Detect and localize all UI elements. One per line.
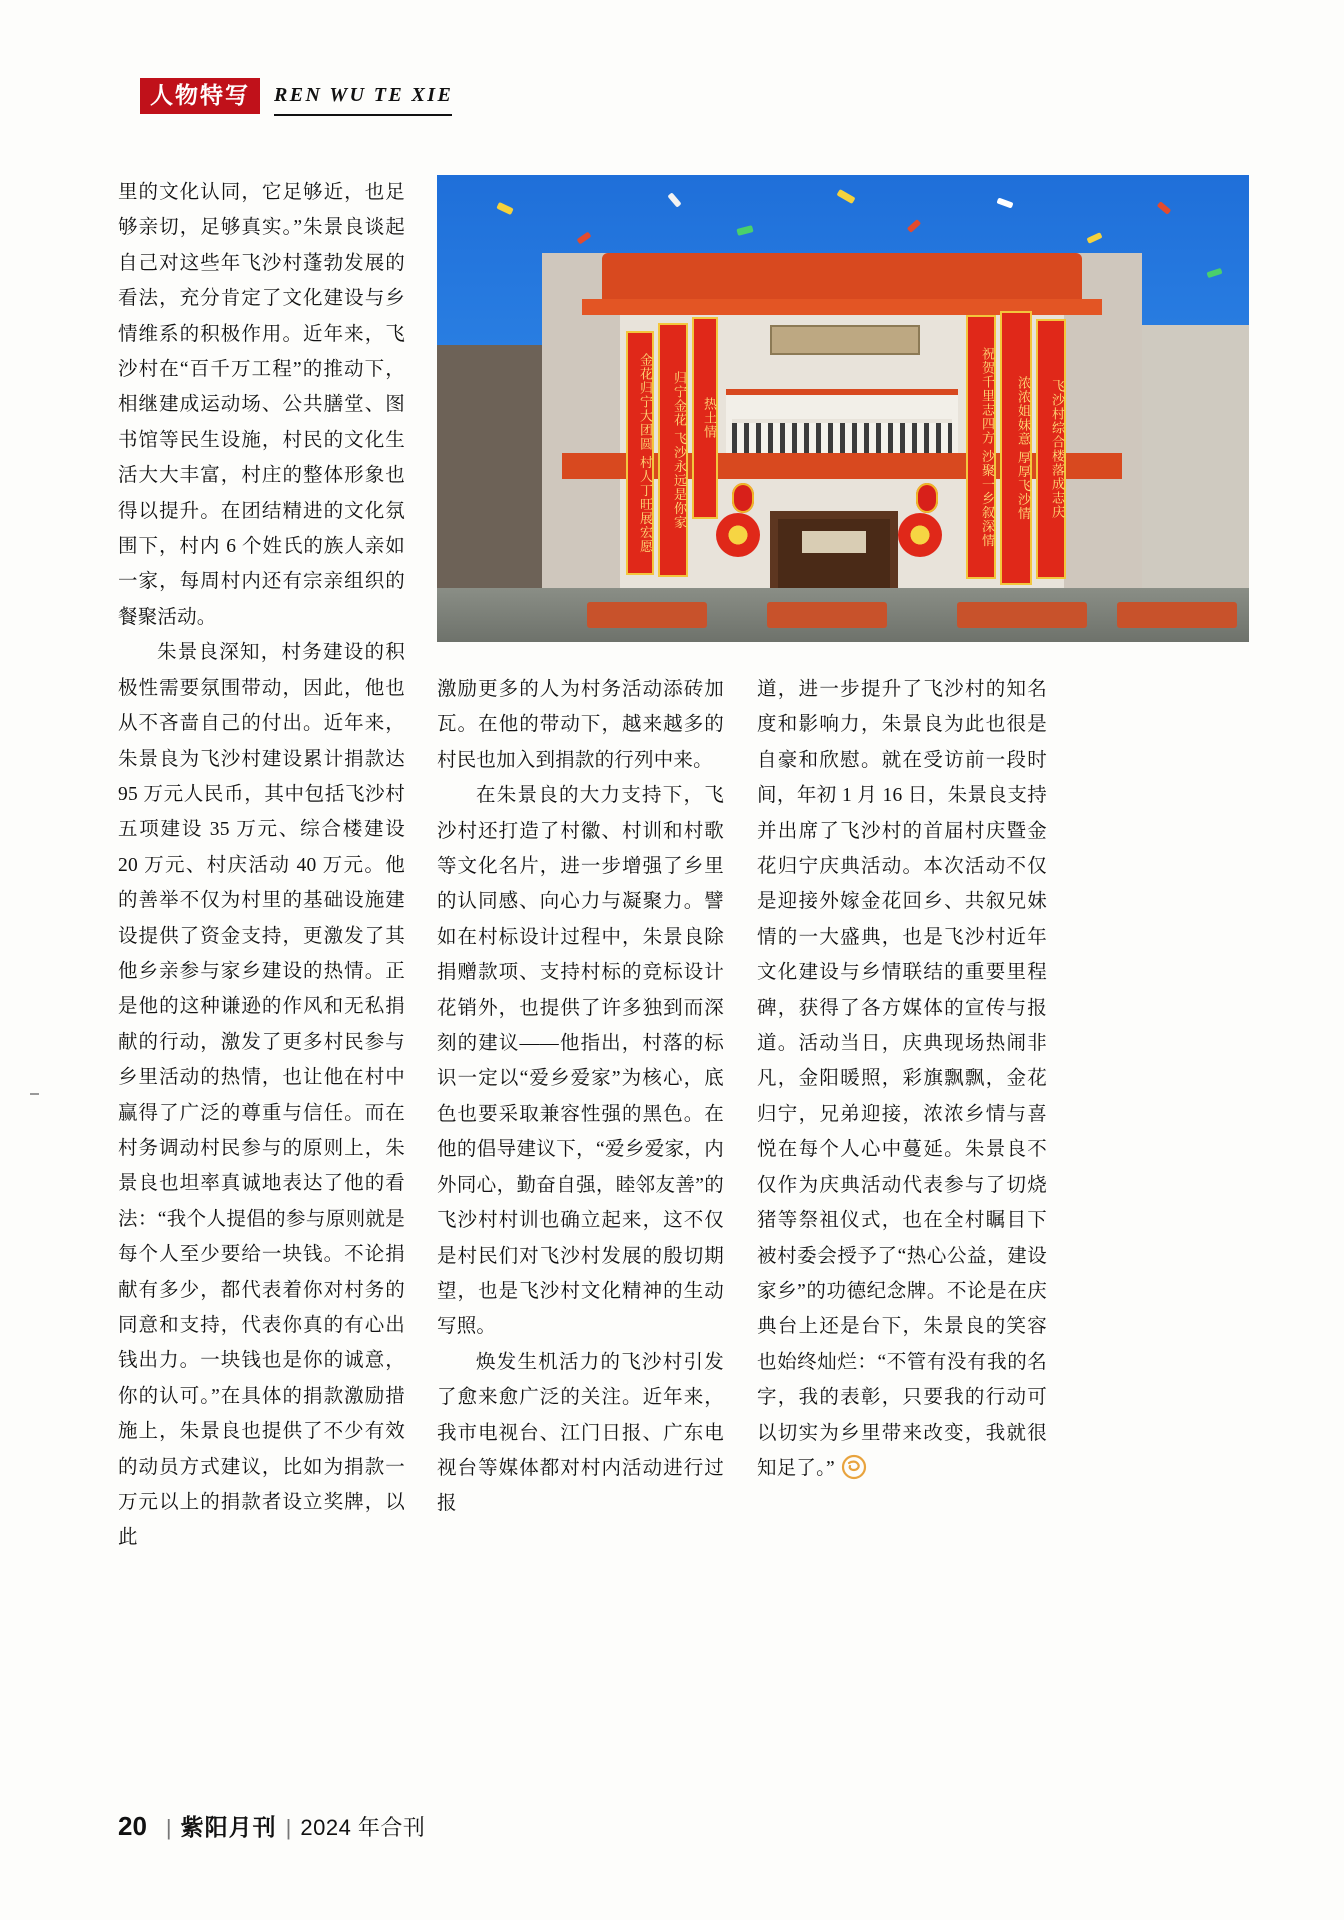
paragraph: 焕发生机活力的飞沙村引发了愈来愈广泛的关注。近年来，我市电视台、江门日报、广东电视台等媒体都对村内活动进行过报 <box>437 1351 724 1515</box>
paragraph: 里的文化认同，它足够近，也足够亲切，足够真实。”朱景良谈起自己对这些年飞沙村蓬勃发展的看法，充分肯定了文化建设与乡情维系的积极作用。近年来，飞沙村在“百千万工程”的推动下，相继建成运动场、公共膳堂、图书馆等民生设施，村民的文化生活大大丰富，村庄的整体形象也得以提升。在团结精进的文化氛围下，村内 6 个姓氏的族人亲如一家，每周村内还有宗亲组织的餐聚活动。 <box>118 182 405 628</box>
couplet-banner-2: 归宁金花 飞沙永远是你家 <box>658 323 688 577</box>
section-badge: 人物特写 <box>140 78 260 114</box>
text-column-3 <box>757 672 1047 1486</box>
banquet-table <box>1117 602 1237 628</box>
couplet-banner-5: 浓浓姐妹意 厚厚飞沙情 <box>1000 311 1032 585</box>
couplet-banner-4: 祝贺千里志四方 沙聚一乡叙深情 <box>966 315 996 579</box>
red-lantern-left <box>732 483 754 513</box>
crop-tick-mark <box>30 1093 39 1095</box>
banquet-table <box>587 602 707 628</box>
page-number: 20 <box>118 1811 147 1841</box>
text-column-2 <box>437 672 724 1522</box>
text-column-1 <box>118 175 405 1556</box>
magazine-title: 紫阳月刊 <box>180 1814 277 1840</box>
paragraph <box>757 672 1047 1486</box>
issue-label: 2024 年合刊 <box>300 1815 426 1840</box>
red-lantern-right <box>916 483 938 513</box>
couplet-banner-3: 热土情 <box>692 317 718 519</box>
paragraph-text: 道，进一步提升了飞沙村的知名度和影响力，朱景良为此也很是自豪和欣慰。就在受访前一段时间，年初 1 月 16 日，朱景良支持并出席了飞沙村的首届村庆暨金花归宁庆典活动。本次活动不仅是迎接外嫁金花回乡、共叙兄妹情的一大盛典，也是飞沙村近年文化建设与乡情联结的重要里程碑，获得了各方媒体的宣传与报道。活动当日，庆典现场热闹非凡，金阳暖照，彩旗飘飘，金花归宁，兄弟迎接，浓浓乡情与喜悦在每个人心中蔓延。朱景良不仅作为庆典活动代表参与了切烧猪等祭祖仪式，也在全村瞩目下被村委会授予了“热心公益，建设家乡”的功德纪念牌。不论是在庆典台上还是台下，朱景良的笑容也始终灿烂：“不管有没有我的名字，我的表彰，只要我的行动可以切实为乡里带来改变，我就很知足了。” <box>757 679 1047 1479</box>
ancestral-hall-building <box>542 253 1142 642</box>
paragraph: 激励更多的人为村务活动添砖加瓦。在他的带动下，越来越多的村民也加入到捐款的行列中来。 <box>437 679 724 771</box>
banquet-table <box>767 602 887 628</box>
left-neighbor-building <box>437 345 547 590</box>
banquet-table <box>957 602 1087 628</box>
right-neighbor-building <box>1129 325 1249 590</box>
flower-wreath-left <box>716 513 760 557</box>
couplet-banner-6: 飞沙村综合楼落成志庆 <box>1036 319 1066 579</box>
footer-separator-1: | <box>165 1815 172 1840</box>
flower-wreath-right <box>898 513 942 557</box>
page-footer <box>118 1809 425 1842</box>
section-pinyin-block <box>274 78 453 116</box>
paragraph: 朱景良深知，村务建设的积极性需要氛围带动，因此，他也从不吝啬自己的付出。近年来，朱景良为飞沙村建设累计捐款达 95 万元人民币，其中包括飞沙村五项建设 35 万元、综合楼建设 20 万元、村庆活动 40 万元。他的善举不仅为村里的基础设施建设提供了资金支持，更激发了其他乡亲参与家乡建设的热情。正是他的这种谦逊的作风和无私捐献的行动，激发了更多村民参与乡里活动的热情，也让他在村中赢得了广泛的尊重与信任。而在村务调动村民参与的原则上，朱景良也坦率真诚地表达了他的看法：“我个人提倡的参与原则就是每个人至少要给一块钱。不论捐献有多少，都代表着你对村务的同意和支持，代表你真的有心出钱出力。一块钱也是你的诚意，你的认可。”在具体的捐款激励措施上，朱景良也提供了不少有效的动员方式建议，比如为捐款一万元以上的捐款者设立奖牌，以此 <box>118 642 405 1549</box>
roof-upper <box>602 253 1082 305</box>
end-of-article-mark <box>841 1454 867 1480</box>
couplet-banner-1: 金花归宁大团圆 村人丁旺展宏愿 <box>626 331 654 575</box>
section-pinyin: REN WU TE XIE <box>274 84 454 106</box>
door-sign <box>802 531 866 553</box>
header-rule <box>274 114 452 116</box>
village-ancestral-hall-photo <box>437 175 1249 642</box>
paragraph: 在朱景良的大力支持下，飞沙村还打造了村徽、村训和村歌等文化名片，进一步增强了乡里的认同感、向心力与凝聚力。譬如在村标设计过程中，朱景良除捐赠款项、支持村标的竞标设计花销外，也提供了许多独到而深刻的建议——他指出，村落的标识一定以“爱乡爱家”为核心，底色也要采取兼容性强的黑色。在他的倡导建议下，“爱乡爱家，内外同心，勤奋自强，睦邻友善”的飞沙村村训也确立起来，这不仅是村民们对飞沙村发展的殷切期望，也是飞沙村文化精神的生动写照。 <box>437 785 724 1338</box>
footer-separator-2: | <box>285 1815 292 1840</box>
page-header <box>140 78 640 130</box>
hall-name-plaque <box>770 325 920 355</box>
